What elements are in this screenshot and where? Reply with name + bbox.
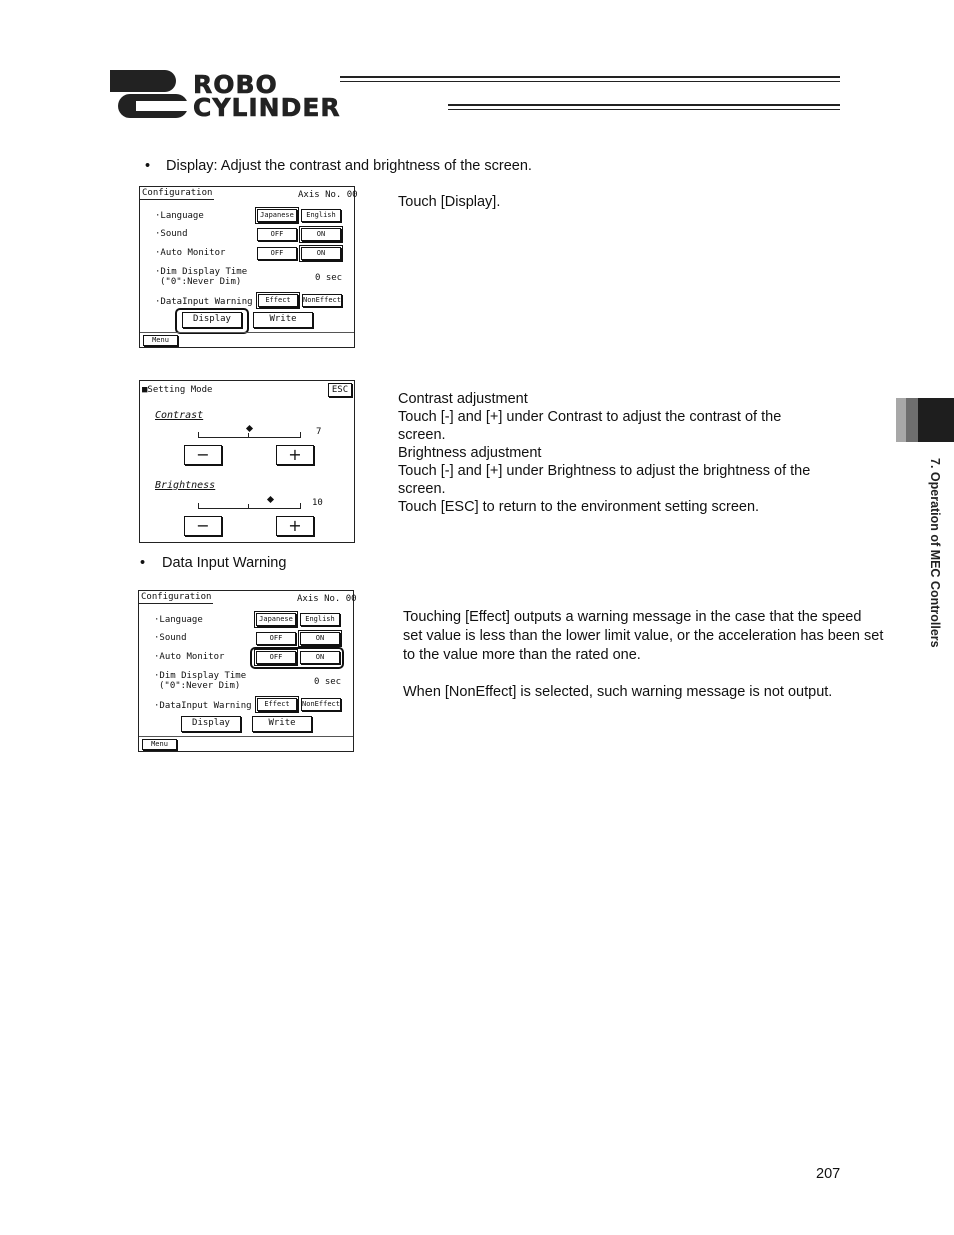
- contrast-indicator: [246, 425, 253, 432]
- header-rule-top-2: [340, 81, 840, 82]
- bullet-mark-2: •: [140, 555, 146, 571]
- desc-contrast-line: Touch [-] and [+] under Contrast to adjust the contrast of the: [398, 409, 782, 425]
- sound-label: ·Sound: [155, 229, 188, 239]
- desc-brightness-title: Brightness adjustment: [398, 445, 542, 461]
- dim-label: ·Dim Display Time: [154, 671, 247, 681]
- write-button[interactable]: Write: [253, 312, 313, 328]
- contrast-label: Contrast: [155, 410, 204, 421]
- desc-noneffect-line: When [NonEffect] is selected, such warning message is not output.: [403, 684, 833, 700]
- brightness-value: 10: [312, 498, 323, 508]
- screen-title: Configuration: [141, 592, 212, 602]
- language-label: ·Language: [155, 211, 204, 221]
- write-button[interactable]: Write: [252, 716, 312, 732]
- contrast-minus-button[interactable]: −: [184, 445, 222, 465]
- brightness-label: Brightness: [155, 480, 216, 491]
- dim-note: ("0":Never Dim): [160, 277, 242, 287]
- axis-number: Axis No. 00: [297, 594, 357, 604]
- desc-contrast-line-2: screen.: [398, 427, 446, 443]
- data-input-warning-label: ·DataInput Warning: [155, 297, 253, 307]
- instruction-touch-display: Touch [Display].: [398, 194, 501, 210]
- contrast-plus-button[interactable]: +: [276, 445, 314, 465]
- auto-monitor-on-button[interactable]: ON: [301, 247, 341, 260]
- brightness-scale: [198, 503, 301, 509]
- setting-mode-screen: [139, 380, 355, 543]
- desc-effect-line-1: Touching [Effect] outputs a warning message in the case that the speed: [403, 609, 862, 625]
- display-button[interactable]: Display: [181, 716, 241, 732]
- brightness-indicator: [267, 496, 274, 503]
- logo-word-cylinder: CYLINDER: [193, 93, 341, 122]
- japanese-button[interactable]: Japanese: [257, 209, 297, 222]
- sound-off-button[interactable]: OFF: [256, 632, 296, 645]
- noneffect-button[interactable]: NonEffect: [301, 698, 341, 711]
- brightness-scale-center: [248, 504, 249, 509]
- auto-monitor-off-button[interactable]: OFF: [256, 651, 296, 664]
- noneffect-button[interactable]: NonEffect: [302, 294, 342, 307]
- header-rule-bottom-2: [448, 109, 840, 110]
- page-number: 207: [816, 1166, 841, 1182]
- config-screen-2: [138, 590, 357, 752]
- bullet-warning-text: Data Input Warning: [162, 555, 287, 571]
- desc-contrast-title: Contrast adjustment: [398, 391, 528, 407]
- chapter-side-label: 7. Operation of MEC Controllers: [928, 458, 942, 648]
- language-label: ·Language: [154, 615, 203, 625]
- dim-label: ·Dim Display Time: [155, 267, 248, 277]
- auto-monitor-off-button[interactable]: OFF: [257, 247, 297, 260]
- contrast-scale: [198, 432, 301, 438]
- data-input-warning-label: ·DataInput Warning: [154, 701, 252, 711]
- desc-effect-line-2: set value is less than the lower limit value, or the acceleration has been set: [403, 628, 884, 644]
- desc-brightness-line: Touch [-] and [+] under Brightness to adjust the brightness of the: [398, 463, 811, 479]
- chapter-tab-dark: [918, 398, 954, 442]
- sound-on-button[interactable]: ON: [301, 228, 341, 241]
- bullet-mark: •: [145, 158, 151, 174]
- logo-word-robo: ROBO: [193, 70, 278, 99]
- dim-value[interactable]: 0 sec: [314, 677, 342, 687]
- japanese-button[interactable]: Japanese: [256, 613, 296, 626]
- esc-button[interactable]: ESC: [328, 383, 352, 397]
- brightness-plus-button[interactable]: +: [276, 516, 314, 536]
- sound-on-button[interactable]: ON: [300, 632, 340, 645]
- sound-label: ·Sound: [154, 633, 187, 643]
- display-highlight: [175, 308, 249, 334]
- auto-monitor-on-button[interactable]: ON: [300, 651, 340, 664]
- english-button[interactable]: English: [301, 209, 341, 222]
- screen-title: Configuration: [142, 188, 213, 198]
- chapter-tab-mid: [906, 398, 918, 442]
- contrast-value: 7: [316, 427, 322, 437]
- effect-button[interactable]: Effect: [257, 698, 297, 711]
- menu-button[interactable]: Menu: [143, 335, 178, 346]
- axis-number: Axis No. 00: [298, 190, 358, 200]
- config-screen-1: [139, 186, 358, 348]
- footer-divider: [139, 736, 353, 737]
- bullet-display-text: Display: Adjust the contrast and brightness of the screen.: [166, 158, 532, 174]
- header-rule-bottom-1: [448, 104, 840, 106]
- auto-monitor-label: ·Auto Monitor: [154, 652, 225, 662]
- auto-monitor-highlight: [250, 647, 344, 669]
- dim-value[interactable]: 0 sec: [315, 273, 343, 283]
- desc-esc-line: Touch [ESC] to return to the environment setting screen.: [398, 499, 760, 515]
- desc-brightness-line-2: screen.: [398, 481, 446, 497]
- display-button[interactable]: Display: [182, 312, 242, 328]
- sound-off-button[interactable]: OFF: [257, 228, 297, 241]
- footer-divider: [140, 332, 354, 333]
- desc-effect-line-3: to the value more than the rated one.: [403, 647, 641, 663]
- brightness-minus-button[interactable]: −: [184, 516, 222, 536]
- menu-button[interactable]: Menu: [142, 739, 177, 750]
- dim-note: ("0":Never Dim): [159, 681, 241, 691]
- english-button[interactable]: English: [300, 613, 340, 626]
- auto-monitor-label: ·Auto Monitor: [155, 248, 226, 258]
- header-rule-top-1: [340, 76, 840, 78]
- rc-logo-icon: [110, 70, 188, 118]
- contrast-scale-center: [248, 433, 249, 438]
- setting-mode-title: ■Setting Mode: [142, 385, 213, 395]
- effect-button[interactable]: Effect: [258, 294, 298, 307]
